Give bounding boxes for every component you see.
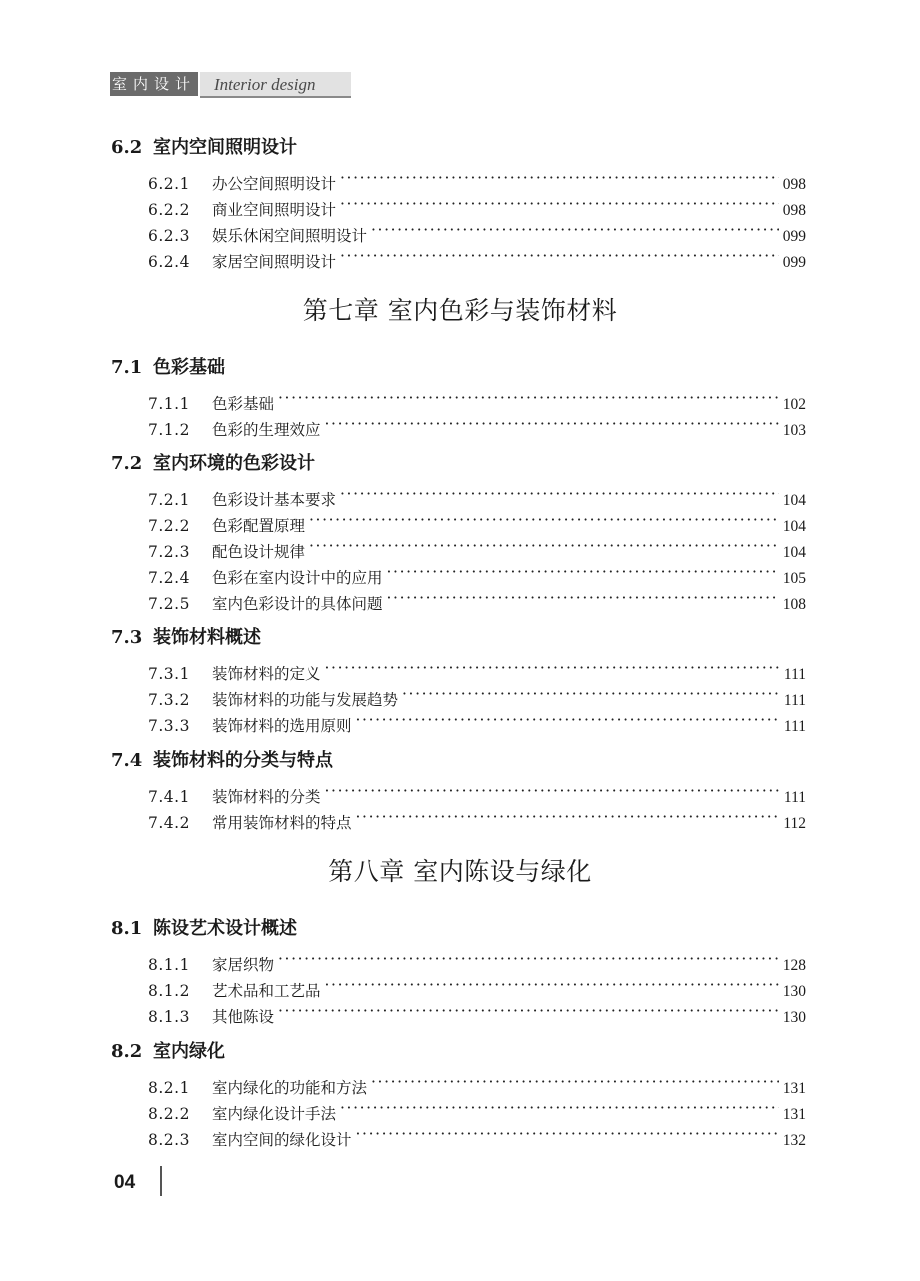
- toc-entry-7-3-3[interactable]: [148, 709, 806, 735]
- toc-entry-8-1-1[interactable]: [148, 948, 806, 974]
- header-rule: [200, 96, 351, 98]
- toc-entry-8-2-3[interactable]: [148, 1123, 806, 1149]
- entry-title: 色彩设计基本要求: [212, 491, 337, 509]
- dot-leader: [356, 806, 780, 828]
- entry-page: 104: [782, 492, 806, 509]
- section-number: 8.2: [111, 1041, 143, 1062]
- toc-entry-7-2-3[interactable]: [148, 535, 806, 561]
- entry-page: 111: [783, 666, 806, 683]
- page-number: 04: [114, 1172, 136, 1193]
- entry-title: 常用装饰材料的特点: [212, 814, 352, 832]
- toc-entry-6-2-4[interactable]: [148, 245, 806, 271]
- section-heading-7-2[interactable]: [111, 453, 315, 475]
- entry-title: 家居织物: [212, 956, 275, 974]
- entry-title: 室内空间的绿化设计: [212, 1131, 352, 1149]
- section-title: 室内环境的色彩设计: [153, 453, 315, 474]
- entry-title: 色彩基础: [212, 395, 275, 413]
- section-heading-7-4[interactable]: [111, 750, 333, 772]
- entry-title: 室内绿化设计手法: [212, 1105, 337, 1123]
- dot-leader: [278, 1000, 779, 1022]
- entry-title: 色彩在室内设计中的应用: [212, 569, 383, 587]
- entry-number: 7.2.3: [148, 543, 190, 561]
- entry-page: 099: [782, 254, 806, 271]
- entry-number: 7.3.1: [148, 665, 190, 683]
- toc-entry-7-2-1[interactable]: [148, 483, 806, 509]
- section-number: 6.2: [111, 137, 143, 158]
- entry-number: 8.2.1: [148, 1079, 190, 1097]
- entry-number: 7.2.1: [148, 491, 190, 509]
- entry-number: 6.2.1: [148, 175, 190, 193]
- toc-entry-6-2-2[interactable]: [148, 193, 806, 219]
- toc-entry-7-3-1[interactable]: [148, 657, 806, 683]
- entry-page: 099: [782, 228, 806, 245]
- dot-leader: [387, 561, 779, 583]
- entry-number: 8.1.1: [148, 956, 190, 974]
- section-title: 装饰材料概述: [153, 627, 261, 648]
- entry-page: 131: [782, 1106, 806, 1123]
- entry-page: 111: [783, 789, 806, 806]
- section-number: 8.1: [111, 918, 143, 939]
- section-number: 7.1: [111, 357, 143, 378]
- entry-page: 111: [783, 692, 806, 709]
- entry-page: 128: [782, 957, 806, 974]
- dot-leader: [340, 167, 779, 189]
- entry-page: 111: [783, 718, 806, 735]
- dot-leader: [278, 387, 779, 409]
- section-heading-8-1[interactable]: [111, 918, 297, 940]
- toc-entry-8-1-3[interactable]: [148, 1000, 806, 1026]
- dot-leader: [340, 483, 779, 505]
- entry-number: 8.2.3: [148, 1131, 190, 1149]
- dot-leader: [356, 1123, 779, 1145]
- chapter-heading-8[interactable]: 第八章 室内陈设与绿化: [328, 857, 592, 886]
- entry-title: 装饰材料的分类: [212, 788, 321, 806]
- section-heading-7-3[interactable]: [111, 627, 261, 649]
- section-title: 室内绿化: [153, 1041, 225, 1062]
- toc-entry-8-2-2[interactable]: [148, 1097, 806, 1123]
- entry-page: 130: [782, 983, 806, 1000]
- toc-entry-7-1-2[interactable]: [148, 413, 806, 439]
- entry-title: 装饰材料的定义: [212, 665, 321, 683]
- entry-page: 102: [782, 396, 806, 413]
- chapter-heading-7[interactable]: 第七章 室内色彩与装饰材料: [302, 296, 618, 325]
- entry-number: 7.2.4: [148, 569, 190, 587]
- entry-page: 132: [782, 1132, 806, 1149]
- header-cn-label: 室内设计: [110, 72, 198, 96]
- entry-number: 7.3.3: [148, 717, 190, 735]
- entry-page: 130: [782, 1009, 806, 1026]
- toc-entry-7-1-1[interactable]: [148, 387, 806, 413]
- dot-leader: [371, 219, 779, 241]
- entry-number: 7.1.2: [148, 421, 190, 439]
- entry-number: 7.1.1: [148, 395, 190, 413]
- entry-title: 其他陈设: [212, 1008, 275, 1026]
- entry-number: 8.1.2: [148, 982, 190, 1000]
- section-heading-7-1[interactable]: [111, 357, 225, 379]
- entry-page: 131: [782, 1080, 806, 1097]
- dot-leader: [340, 245, 779, 267]
- section-title: 陈设艺术设计概述: [153, 918, 297, 939]
- entry-page: 098: [782, 176, 806, 193]
- section-number: 7.3: [111, 627, 143, 648]
- section-heading-8-2[interactable]: [111, 1041, 225, 1063]
- dot-leader: [325, 657, 780, 679]
- toc-entry-7-4-1[interactable]: [148, 780, 806, 806]
- dot-leader: [278, 948, 779, 970]
- toc-entry-7-4-2[interactable]: [148, 806, 806, 832]
- entry-title: 装饰材料的选用原则: [212, 717, 352, 735]
- entry-page: 112: [783, 815, 806, 832]
- dot-leader: [402, 683, 780, 705]
- entry-page: 108: [782, 596, 806, 613]
- section-title: 色彩基础: [153, 357, 225, 378]
- toc-entry-6-2-3[interactable]: [148, 219, 806, 245]
- toc-entry-7-2-4[interactable]: [148, 561, 806, 587]
- toc-entry-8-2-1[interactable]: [148, 1071, 806, 1097]
- dot-leader: [340, 1097, 779, 1119]
- dot-leader: [309, 509, 779, 531]
- entry-page: 104: [782, 518, 806, 535]
- entry-number: 7.2.5: [148, 595, 190, 613]
- section-title: 室内空间照明设计: [153, 137, 297, 158]
- section-number: 7.4: [111, 750, 143, 771]
- entry-number: 6.2.4: [148, 253, 190, 271]
- entry-number: 7.2.2: [148, 517, 190, 535]
- dot-leader: [371, 1071, 779, 1093]
- entry-title: 室内色彩设计的具体问题: [212, 595, 383, 613]
- section-title: 装饰材料的分类与特点: [153, 750, 333, 771]
- entry-page: 105: [782, 570, 806, 587]
- entry-number: 7.4.2: [148, 814, 190, 832]
- section-number: 7.2: [111, 453, 143, 474]
- section-heading-6-2[interactable]: [111, 137, 297, 159]
- dot-leader: [387, 587, 779, 609]
- entry-number: 6.2.2: [148, 201, 190, 219]
- toc-entry-7-2-5[interactable]: [148, 587, 806, 613]
- entry-title: 配色设计规律: [212, 543, 306, 561]
- entry-number: 6.2.3: [148, 227, 190, 245]
- entry-title: 办公空间照明设计: [212, 175, 337, 193]
- toc-entry-8-1-2[interactable]: [148, 974, 806, 1000]
- entry-title: 商业空间照明设计: [212, 201, 337, 219]
- dot-leader: [356, 709, 780, 731]
- dot-leader: [325, 974, 779, 996]
- entry-number: 7.3.2: [148, 691, 190, 709]
- entry-title: 色彩的生理效应: [212, 421, 321, 439]
- entry-page: 104: [782, 544, 806, 561]
- entry-title: 室内绿化的功能和方法: [212, 1079, 368, 1097]
- entry-title: 娱乐休闲空间照明设计: [212, 227, 368, 245]
- entry-title: 艺术品和工艺品: [212, 982, 321, 1000]
- footer-divider: [160, 1166, 162, 1196]
- dot-leader: [325, 780, 780, 802]
- dot-leader: [325, 413, 779, 435]
- entry-page: 103: [782, 422, 806, 439]
- dot-leader: [340, 193, 779, 215]
- entry-number: 8.1.3: [148, 1008, 190, 1026]
- toc-entry-7-2-2[interactable]: [148, 509, 806, 535]
- entry-title: 色彩配置原理: [212, 517, 306, 535]
- toc-entry-6-2-1[interactable]: [148, 167, 806, 193]
- entry-number: 7.4.1: [148, 788, 190, 806]
- running-header: [110, 72, 351, 98]
- toc-entry-7-3-2[interactable]: [148, 683, 806, 709]
- header-en-label: Interior design: [200, 72, 351, 96]
- entry-page: 098: [782, 202, 806, 219]
- entry-number: 8.2.2: [148, 1105, 190, 1123]
- entry-title: 家居空间照明设计: [212, 253, 337, 271]
- entry-title: 装饰材料的功能与发展趋势: [212, 691, 399, 709]
- dot-leader: [309, 535, 779, 557]
